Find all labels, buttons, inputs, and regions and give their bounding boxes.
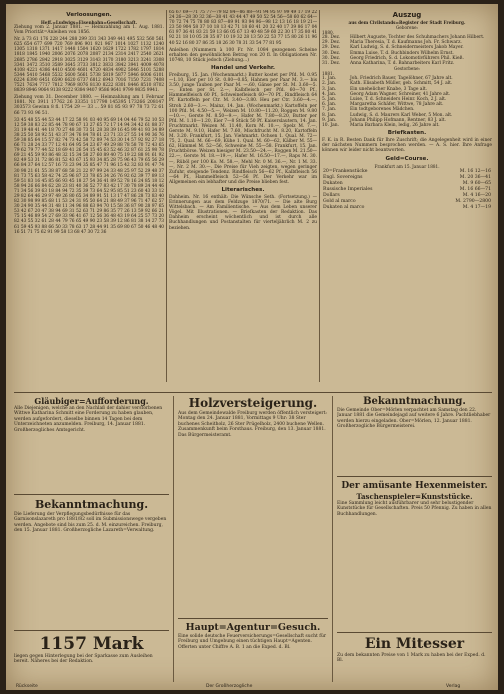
entry-date: 9. Jan. xyxy=(322,117,337,123)
currency-row xyxy=(322,205,492,211)
currency-name: Russische Imperiales xyxy=(323,186,373,192)
entry-date: 29. Dez. xyxy=(322,40,341,46)
ad-mitesser xyxy=(337,636,492,682)
lottery-numbers-2: 33 45 48 55 44 53 44 17 22 58 91 03 40 95 69 14 04 46 79 52 10 53 12 59 38 83 22 85 44 78 90 67 13 27 65 72 17 14 94 34 42 61 88 37 31 19 48 41 44 18 70 27 48 30 73 51 28 38 39 16 45 99 41 93 34 89 38 25 50 58 92 51 43 37 34 76 84 78 61 23 71 33 27 55 14 90 36 76 59 38 85 64 15 57 82 74 73 42 58 72 89 74 53 30 14 57 92 92 27 18 66 71 28 24 33 77 12 41 64 95 54 23 67 49 29 88 78 58 70 72 43 65 79 62 79 77 44 52 18 69 41 26 54 15 45 63 52 46 32 87 61 25 98 78 69 21 45 59 93 86 48 32 15 34 58 27 60 89 40 75 19 22 88 91 61 92 82 49 53 31 72 86 81 52 43 67 15 93 34 85 28 75 96 43 79 65 56 29 66 84 37 64 12 57 16 73 23 94 35 85 47 71 96 15 42 32 83 91 47 74 30 98 21 61 55 38 87 68 58 21 22 97 99 24 33 48 25 97 52 29 48 37 81 73 75 63 58 42 74 25 96 87 23 78 65 34 26 76 92 62 39 77 89 13 59 51 83 16 45 85 66 93 45 18 27 54 36 41 89 52 78 16 24 85 18 12 58 94 26 66 84 62 28 23 81 40 36 52 77 83 42 17 30 78 89 24 44 46 71 34 56 39 63 18 84 94 72 35 39 73 64 52 95 85 51 23 60 43 33 12 29 82 64 46 29 97 49 26 80 65 34 89 91 51 13 17 47 86 28 73 83 40 82 30 98 99 85 68 11 53 24 31 95 50 64 21 88 49 37 96 71 47 62 57 30 24 90 35 44 31 48 11 34 96 88 63 94 70 15 58 36 87 90 28 97 65 53 42 67 20 47 38 94 69 31 52 63 71 29 86 35 77 26 13 59 92 66 21 75 15 46 89 54 27 69 33 96 41 67 12 56 36 48 43 19 64 25 57 73 20 82 43 55 32 61 28 44 79 76 65 49 90 23 58 39 12 86 81 38 14 27 73 61 59 45 93 88 66 50 33 78 63 17 28 44 91 35 69 80 67 50 46 48 40 16 51 71 75 62 91 99 58 13 68 47 30 72 36 xyxy=(14,117,164,235)
entry-text: Hilbert Auguste, Tochter des Schuhmachers Johann Hilbert. xyxy=(350,35,485,40)
entry-date: 31. Dez. xyxy=(322,61,341,67)
lottery-paragraph-2: Ziehung vom 31. December 1880. — Heimzahlung am 1 Februar 1881. Nr. 3911 17762 26 33351 117798 145395 173266 208147 303573 Gewinn 8 fl. 1754 29 — 33 ... 59 81 85 93 97 78 73 72 61 66 73 93 96 51. xyxy=(14,95,164,116)
entry-date: 10. Jan. xyxy=(322,123,339,129)
column-divider xyxy=(332,396,333,682)
ad-magic-book xyxy=(337,480,492,630)
currency-name: 20=Frankenstücke xyxy=(323,168,368,174)
ad-title: Haupt=Agentur=Gesuch. xyxy=(185,622,321,633)
ad-wood-auction xyxy=(178,396,328,616)
footer-middle: Der Großherzogliche xyxy=(206,684,253,689)
entry-date: 30. Dez. xyxy=(322,50,341,56)
section-heading-handel: Handel und Verkehr. xyxy=(210,64,276,71)
currency-table xyxy=(322,169,492,211)
ad-divider xyxy=(337,476,492,477)
entry-text: Georg Adam Wagner, Schreiner, 41 Jahre alt. xyxy=(350,91,451,97)
register-subheading: aus dem Civilstands=Register der Stadt Freiburg. xyxy=(348,20,466,25)
currency-name: Dukaten xyxy=(323,180,343,186)
ad-title: Bekanntmachung. xyxy=(363,396,466,407)
births-heading: Geborene: xyxy=(395,25,419,30)
ad-hunting-lease xyxy=(337,396,492,474)
ads-divider xyxy=(14,392,492,393)
ad-text: Aus dem Gemeindewalde Freiburg werden öffentlich versteigert: Montag den 24. Januar 1881, Vormittags 9 Uhr: 38 Ster buchenes Scheitholz, 26 Ster Prügelholz, 2400 buchene Wellen. Zusammenkunft beim Forsthaus. Freiburg, den 13. Januar 1881. Das Bürgermeisteramt. xyxy=(178,411,327,438)
currency-name: Engl. Sovereigns xyxy=(323,174,363,180)
lottery-numbers-1: Nr. à 73 61 176 228 244 288 299 331 343 349 441 495 532 560 561 625 654 677 699 720 769 896 901 921 967 1014 1027 1132 1240 1305 1318 1371 1417 1448 1504 1620 1629 1722 1782 1797 1814 1818 1845 1940 2006 2076 2078 2087 2134 2314 2417 2540 2621 2685 2786 2842 2918 3025 3129 3143 3170 3180 3213 3241 3308 3341 3472 3510 3589 3645 3733 3812 3833 3842 3941 4009 4078 4108 4221 4386 4410 4500 4601 4720 4834 4902 5046 5101 5288 5344 5410 5468 5532 5600 5661 5738 5819 5877 5946 6006 6101 6224 6390 6451 6590 6620 6737 6812 6943 7016 7150 7231 7408 7521 7634 7717 7812 7969 8076 8130 8222 8301 8446 8510 8702 8839 8946 9064 9138 9222 9384 9407 9586 9641 9799 9835 9941. xyxy=(14,37,164,94)
entry-date: 5. Jan. xyxy=(322,97,337,103)
ad-title: Gläubiger=Aufforderung. xyxy=(34,396,149,406)
section-heading-geld-course: Geld=Course. xyxy=(385,155,429,162)
currency-name: Gold al marco xyxy=(323,198,356,204)
ad-title: Bekanntmachung. xyxy=(34,498,149,511)
ad-text: Zu dem bekannten Preise von 1 Mark zu haben bei der Exped. d. Bl. xyxy=(337,653,486,664)
column-middle xyxy=(169,10,317,388)
lottery-numbers-cont: 65 67 69—71 75 77—79 82 84—86 88—91 94 95 97 99 49 17 19 22 24 26—28 30 32 36—38 41 43 44 47 49 50 52 54 56—58 60 62 64—70 72 74 75 78 80 83 87—89 91 93 94 96—98 12 13 16 18 19 21—23 50 904 58 37 10 18 13 42 71 18 60 41 20 32 40 17 39 86 17 04 61 97 36 41 83 21 59 13 66 05 67 13 40 48 59 60 22 30 17 35 80 41 92 21 18 10 05 28 35 87 10 19 32 28 13 50 22 53 77 15 80 26 11 96 40 52 16 80 37 86 35 18 26 30 78 31 33 54 77 81 95 xyxy=(169,10,317,46)
column-left xyxy=(14,10,164,388)
ad-text: liegen gegen Hinterlegung bei der Sparkasse zum Ausleihen bereit. Näheres bei der Redaktion. xyxy=(14,654,153,665)
ad-creditor-notice xyxy=(14,396,169,492)
entry-text: Maria Theresia, T. d. Kaufmanns Joh. Fr. Schwarz. xyxy=(350,40,462,46)
ad-text: Alle Diejenigen, welche an den Nachlaß der dahier verstorbenen Wittwe Katharina Schmitt eine Forderung zu haben glauben, werden aufgefordert, dieselbe binnen 14 Tagen bei dem Unterzeichneten anzumelden. Freiburg, 14. Januar 1881. Großherzogliches Amtsgericht. xyxy=(14,406,163,433)
entry-date: 3. Jan. xyxy=(322,86,337,92)
entry-text: Kath. Elisabeth Müller, geb. Schmitt, 54 J. alt. xyxy=(350,81,453,87)
section-heading-briefkasten: Briefkasten. xyxy=(387,130,427,137)
footer-right: Verlag xyxy=(446,684,461,689)
ad-subtitle: Taschenspieler=Kunststücke. xyxy=(356,492,473,501)
column-divider xyxy=(319,10,320,382)
deaths-heading: Gestorbene: xyxy=(394,66,420,72)
currency-value: M. 4 17—19 xyxy=(462,204,491,210)
entry-text: Joh. Friedrich Bauer, Tagelöhner, 67 Jahre alt. xyxy=(350,76,453,82)
currency-value: M. 16 66—71 xyxy=(459,186,491,192)
section-heading-literarisches: Literarisches. xyxy=(221,187,265,193)
ad-divider xyxy=(14,494,169,495)
currency-value: M. 2790—2800 xyxy=(455,198,491,204)
column-right xyxy=(322,10,492,388)
entry-date: 2. Jan. xyxy=(322,81,337,87)
currency-name: Dollars xyxy=(323,192,340,198)
entry-text: Margaretha Schäfer, Wittwe, 78 Jahre alt. xyxy=(350,102,444,108)
column-divider xyxy=(166,10,167,382)
year-label: 1880. xyxy=(322,30,334,35)
ad-text: Eine Sammlung leicht ausführbarer und sehr belustigender Kunststücke für Gesellschaften. Preis 50 Pfennig. Zu haben in allen Buchhandlungen. xyxy=(337,501,492,517)
entry-text: Anna Katharina, T. d. Bahnarbeiters Karl Fritz. xyxy=(350,61,455,67)
entry-date: 8. Jan. xyxy=(322,112,337,118)
entry-date: 7. Jan. xyxy=(322,107,337,113)
ad-text: Eine solide deutsche Feuerversicherungs=Gesellschaft sucht für Freiburg und Umgebung einen tüchtigen Haupt=Agenten. Offerten unter Chiffre A. B. 1 an die Exped. d. Bl. xyxy=(178,634,327,650)
entry-text: Karl Ludwig, S. d. Schneidermeisters Jakob Mayer. xyxy=(350,45,464,51)
register-heading: Auszug xyxy=(392,11,422,19)
section-heading-verloosungen: Verloosungen. xyxy=(66,12,112,18)
newspaper-page xyxy=(6,4,498,690)
entry-text: Emma Luise, T. d. Buchbinders Wilhelm Ernst. xyxy=(350,50,454,56)
ad-title: Ein Mitesser xyxy=(364,636,465,652)
ad-title: 1157 Mark xyxy=(39,634,144,654)
entry-text: Luise, T. d. Schneiders Heinr. Koch, 2 J. alt. xyxy=(350,97,447,103)
entry-date: 1. Jan. xyxy=(322,76,337,82)
ad-divider xyxy=(178,618,328,619)
entry-date: 6. Jan. xyxy=(322,102,337,108)
ad-divider xyxy=(14,630,169,631)
currency-value: M. 9 60—65 xyxy=(462,180,491,186)
entry-text: Georg Friedrich, S. d. Lokomotivführers Phil. Kieß. xyxy=(350,55,464,61)
currency-value: M. 4 16—20 xyxy=(462,192,491,198)
currency-value: M. 16 12—16 xyxy=(459,168,491,174)
entry-date: 29. Dez. xyxy=(322,45,341,51)
ad-text: Die Lieferung der Verpflegungsbedürfnisse für das Garnisonslazareth pro 1881/82 soll im Submissionswege vergeben werden. Angebote sind bis zum 25. d. M. einzureichen. Freiburg, den 15. Januar 1881. Großherzogliche Lazareth=Verwaltung. xyxy=(14,512,167,534)
ad-agency-wanted xyxy=(178,622,328,684)
entry-date: 4. Jan. xyxy=(322,91,337,97)
lottery-note: Anleihen (Nummern à 100 Fr. Nr. 1084 gezogenen Scheine erhalten den gewöhnlichen Betrag von 20 fl. In Obligationen Nr. 10748, 10 Stück jedoch (Ziehung...) xyxy=(169,47,317,63)
ad-money xyxy=(14,634,169,684)
letterbox-text: F. K. in R. Besten Dank für Ihre Zuschrift; die Angelegenheit wird in einer der nächsten Nummern besprochen werden. — A. S. hier. Ihre Anfrage können wir leider nicht beantworten. xyxy=(322,138,492,154)
register-entry xyxy=(322,123,492,128)
entry-text: Ein unehelicher Knabe, 3 Tage alt. xyxy=(350,86,428,92)
column-divider xyxy=(173,396,174,682)
entry-text: Ludwig, S. d. Maurers Karl Weber, 5 Mon. alt. xyxy=(350,112,453,118)
market-report: Freiburg, 15. Jan. (Wochenmarkt.) Butter kostet per Pfd. M. 0.95—1.10, Eier per 10 St. 0.80—0.85, Hahnen per Paar M. 3.— bis 3.50, junge Tauben per Paar M. —.60, Gänse per St. M. 3.60—5.—, Enten per St. 2.—, Kalbfleisch per Pfd. 60—70 Pf., Hammelfleisch 60 Pf., Schweinefleisch 60—70 Pf., Rindfleisch 64 Pf. Kartoffeln per Ctr. M. 3.40—3.80. Heu per Ctr. 3.60—4.—, Stroh 2.60—3.—. Mainz, 14. Jan. (Wochenmarkt.) Kartoffeln per 100 Pfd. M. 4.50—5.—, Weizen M. 10.80—11.20, Roggen M. 9.80—10.—, Gerste M. 8.50—9.—, Hafer M. 7.80—8.20, Butter per Pfd. M. 1.10—1.20, Eier 7—8 Stück 50 Pf. Kaiserslautern, 14. Jan. Fruchtmarkt. Weizen M. 11.40, Korn M. 10.—, Spelz M. 7.—, Gerste M. 9.10, Hafer M. 7.60, Mischfrucht M. 8.20, Kartoffeln M. 3.20. Frankfurt, 15. Jan. Viehmarkt. Ochsen 1. Qual. M. 72—75, 2. Qual. M. 66—69, Kühe 1. Qual. M. 60—62, Kälber M. 55—62, Hämmel M. 52—56, Schweine M. 55—58. Frankfurt, 15. Jan. Fruchtbörse. Weizen hiesiger M. 23.50—24.—, Roggen M. 21.50—22.—, Gerste M. 18.—19.—, Hafer M. 16.50—17.—, Raps M. 30.—, Rüböl per 100 Ko. M. 58.—, Mehl Nr. 0 M. 36.—, Nr. 1 M. 33.—, Nr. 2 M. 30.—. Die Preise für Vieh zeigten, wegen geringer Zufuhr, steigende Tendenz. Rindfleisch 56—62 Pf., Kalbfleisch 56—64 Pf., Hammelfleisch 52—56 Pf. Der Verkehr war im Allgemeinen ein lebhafter und die Preise blieben fest. xyxy=(169,72,317,185)
currency-subheading: Frankfurt am 15. Januar 1881. xyxy=(374,163,440,169)
entry-text: Maria Barbara Klein, ledig, 26 Jahre alt. xyxy=(350,123,440,129)
lottery-intro: Ziehung vom 2. Januar 1881. — Heimzahlung am 1. Aug. 1881. Vom Priorität=Anleihen von 1856. xyxy=(14,25,164,36)
ad-title: Der amüsante Hexenmeister. xyxy=(341,481,488,491)
literary-notice: Dahheim. Nr. 16 enthält: Die Wünsche Seth. (Fortsetzung.) — Erinnerungen aus dem Feldzuge 1870/71. — Die alte Burg Wittelsbach. — Am Familientische. — Aus dem Leben unserer Vögel. Mit Illustrationen. — Briefkasten der Redaktion. Das Dahheim erscheint wöchentlich und ist durch alle Buchhandlungen und Postanstalten für vierteljährlich M. 2 zu beziehen. xyxy=(169,195,317,231)
ad-announcement xyxy=(14,498,169,628)
currency-value: M. 20 36—41 xyxy=(459,174,491,180)
entry-text: Ein todtgeborenes Mädchen. xyxy=(350,107,415,113)
entry-text: Johann Philipp Hofmann, Rentner, 83 J. alt. xyxy=(350,117,446,123)
footer-left: Rückseite xyxy=(16,684,38,689)
births-list xyxy=(322,35,492,66)
company-heading: Heff.=Ludwigs=Eisenbahn=Gesellschaft. xyxy=(40,20,138,25)
ad-divider xyxy=(337,632,492,633)
entry-date: 30. Dez. xyxy=(322,55,341,61)
ad-text: Die Gemeinde Ober=Mörlen verpachtet am Samstag den 22. Januar 1881 die Gemeindejagd auf weitere 6 Jahre. Pachtliebhaber werden hierzu eingeladen. Ober=Mörlen, 12. Januar 1881. Großherzogliche Bürgermeisterei. xyxy=(337,408,491,430)
deaths-list xyxy=(322,76,492,128)
ad-title: Holzversteigerung. xyxy=(188,396,318,410)
year-label: 1881. xyxy=(322,71,334,77)
entry-date: 28. Dez. xyxy=(322,35,341,40)
currency-name: Dukaten al marco xyxy=(323,204,365,210)
